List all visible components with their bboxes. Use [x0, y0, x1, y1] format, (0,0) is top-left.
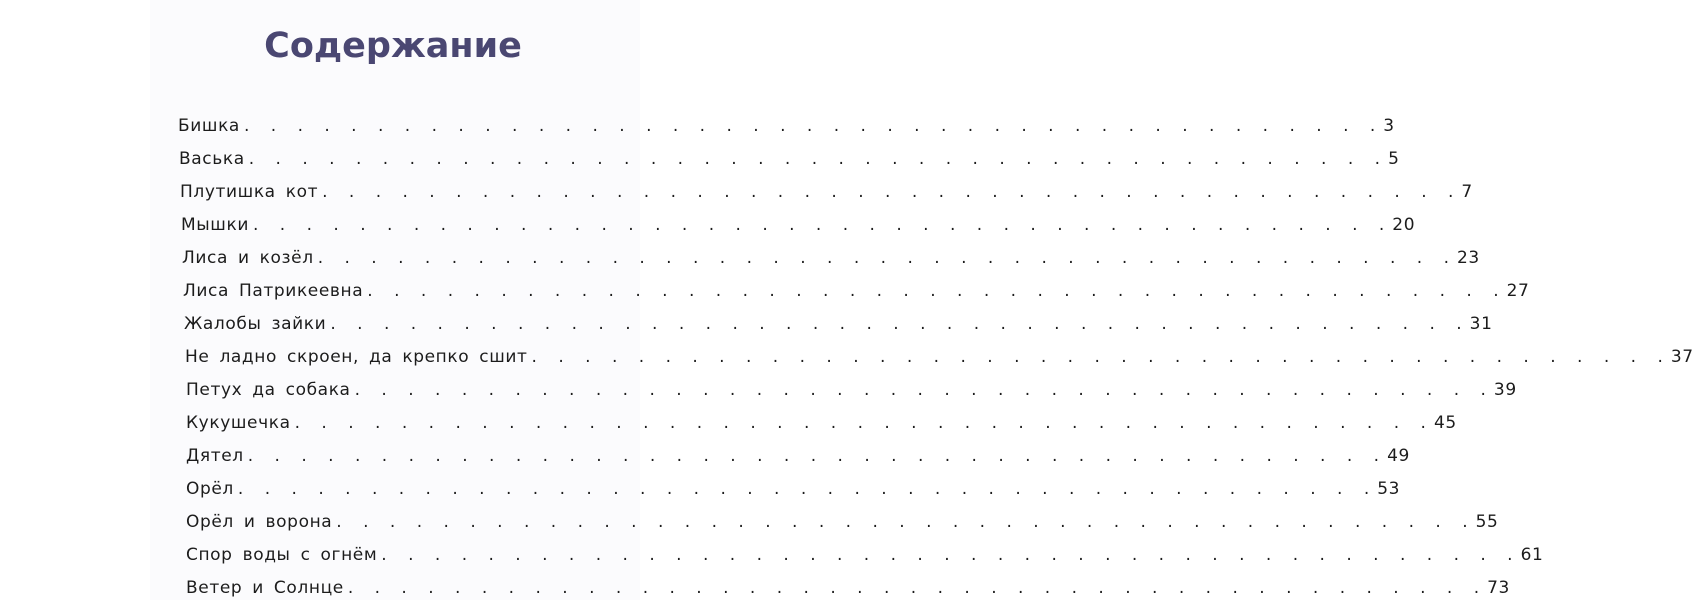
toc-leader: . . . . . . . . . . . . . . . . . . . . . . . . . . . . . . . . . . . . . . . . . . . [354, 380, 1492, 400]
toc-leader: . . . . . . . . . . . . . . . . . . . . . . . . . . . . . . . . . . . . . . . . . . . [294, 413, 1432, 433]
toc-entry-title: Лиса Патрикеевна [183, 281, 364, 301]
toc-leader: . . . . . . . . . . . . . . . . . . . . . . . . . . . . . . . . . . . . . . . . . . . [381, 545, 1519, 565]
toc-entry-title: Не ладно скроен, да крепко сшит [185, 347, 528, 367]
toc-entry-title: Ветер и Солнце [186, 578, 344, 598]
toc-entry-title: Спор воды с огнём [186, 545, 378, 565]
toc-entry-page: 55 [1475, 512, 1499, 532]
toc-entry-page: 37 [1670, 347, 1694, 367]
toc-leader: . . . . . . . . . . . . . . . . . . . . . . . . . . . . . . . . . . . . . . . . . . . [248, 149, 1387, 169]
toc-entry-title: Мышки [181, 215, 249, 235]
toc-leader: . . . . . . . . . . . . . . . . . . . . . . . . . . . . . . . . . . . . . . . . . . . [243, 116, 1382, 136]
toc-entry-page: 27 [1506, 281, 1530, 301]
toc-leader: . . . . . . . . . . . . . . . . . . . . . . . . . . . . . . . . . . . . . . . . . . . [330, 314, 1468, 334]
toc-leader: . . . . . . . . . . . . . . . . . . . . . . . . . . . . . . . . . . . . . . . . . . . [317, 248, 1456, 268]
toc-leader: . . . . . . . . . . . . . . . . . . . . . . . . . . . . . . . . . . . . . . . . . . . [531, 347, 1669, 367]
toc-entry [181, 215, 1416, 235]
toc-entry-title: Орёл и ворона [186, 512, 333, 532]
page-title: Содержание [264, 26, 522, 66]
toc-entry [186, 446, 1410, 466]
toc-entry-title: Кукушечка [186, 413, 291, 433]
toc-entry [185, 347, 1694, 367]
toc-entry [179, 149, 1400, 169]
toc-entry-page: 7 [1461, 182, 1473, 202]
toc-entry [186, 578, 1510, 598]
toc-leader: . . . . . . . . . . . . . . . . . . . . . . . . . . . . . . . . . . . . . . . . . . . [347, 578, 1486, 598]
toc-entry-page: 45 [1433, 413, 1457, 433]
toc-entry-title: Жалобы зайки [184, 314, 327, 334]
toc-leader: . . . . . . . . . . . . . . . . . . . . . . . . . . . . . . . . . . . . . . . . . . . [367, 281, 1505, 301]
toc-entry-page: 39 [1493, 380, 1517, 400]
toc-entry [180, 182, 1473, 202]
toc-entry-page: 53 [1377, 479, 1401, 499]
toc-entry-title: Дятел [186, 446, 244, 466]
toc-entry-title: Бишка [178, 116, 240, 136]
toc-leader: . . . . . . . . . . . . . . . . . . . . . . . . . . . . . . . . . . . . . . . . . . . [247, 446, 1386, 466]
toc-entry-title: Лиса и козёл [182, 248, 314, 268]
toc-entry-page: 31 [1469, 314, 1493, 334]
toc-entry-title: Васька [179, 149, 245, 169]
toc-entry [186, 479, 1401, 499]
toc-entry-page: 61 [1520, 545, 1544, 565]
toc-entry [186, 380, 1517, 400]
toc-leader: . . . . . . . . . . . . . . . . . . . . . . . . . . . . . . . . . . . . . . . . . . . [237, 479, 1376, 499]
toc-entry-title: Плутишка кот [180, 182, 319, 202]
toc-entry-page: 3 [1383, 116, 1395, 136]
toc-entry [182, 248, 1480, 268]
toc-leader: . . . . . . . . . . . . . . . . . . . . . . . . . . . . . . . . . . . . . . . . . . . [322, 182, 1460, 202]
toc-entry-page: 5 [1388, 149, 1400, 169]
toc-entry-page: 20 [1392, 215, 1416, 235]
toc-entry-page: 73 [1487, 578, 1510, 598]
toc-entry [178, 116, 1395, 136]
toc-entry-page: 23 [1457, 248, 1480, 268]
toc-entry [184, 314, 1493, 334]
toc-entry-title: Петух да собака [186, 380, 351, 400]
toc-entry [186, 545, 1544, 565]
toc-entry [186, 512, 1499, 532]
toc-entry-page: 49 [1387, 446, 1410, 466]
toc-entry-title: Орёл [186, 479, 234, 499]
toc-entry [186, 413, 1457, 433]
toc-leader: . . . . . . . . . . . . . . . . . . . . . . . . . . . . . . . . . . . . . . . . . . . [252, 215, 1391, 235]
toc-entry [183, 281, 1530, 301]
toc-leader: . . . . . . . . . . . . . . . . . . . . . . . . . . . . . . . . . . . . . . . . . . . [336, 512, 1474, 532]
